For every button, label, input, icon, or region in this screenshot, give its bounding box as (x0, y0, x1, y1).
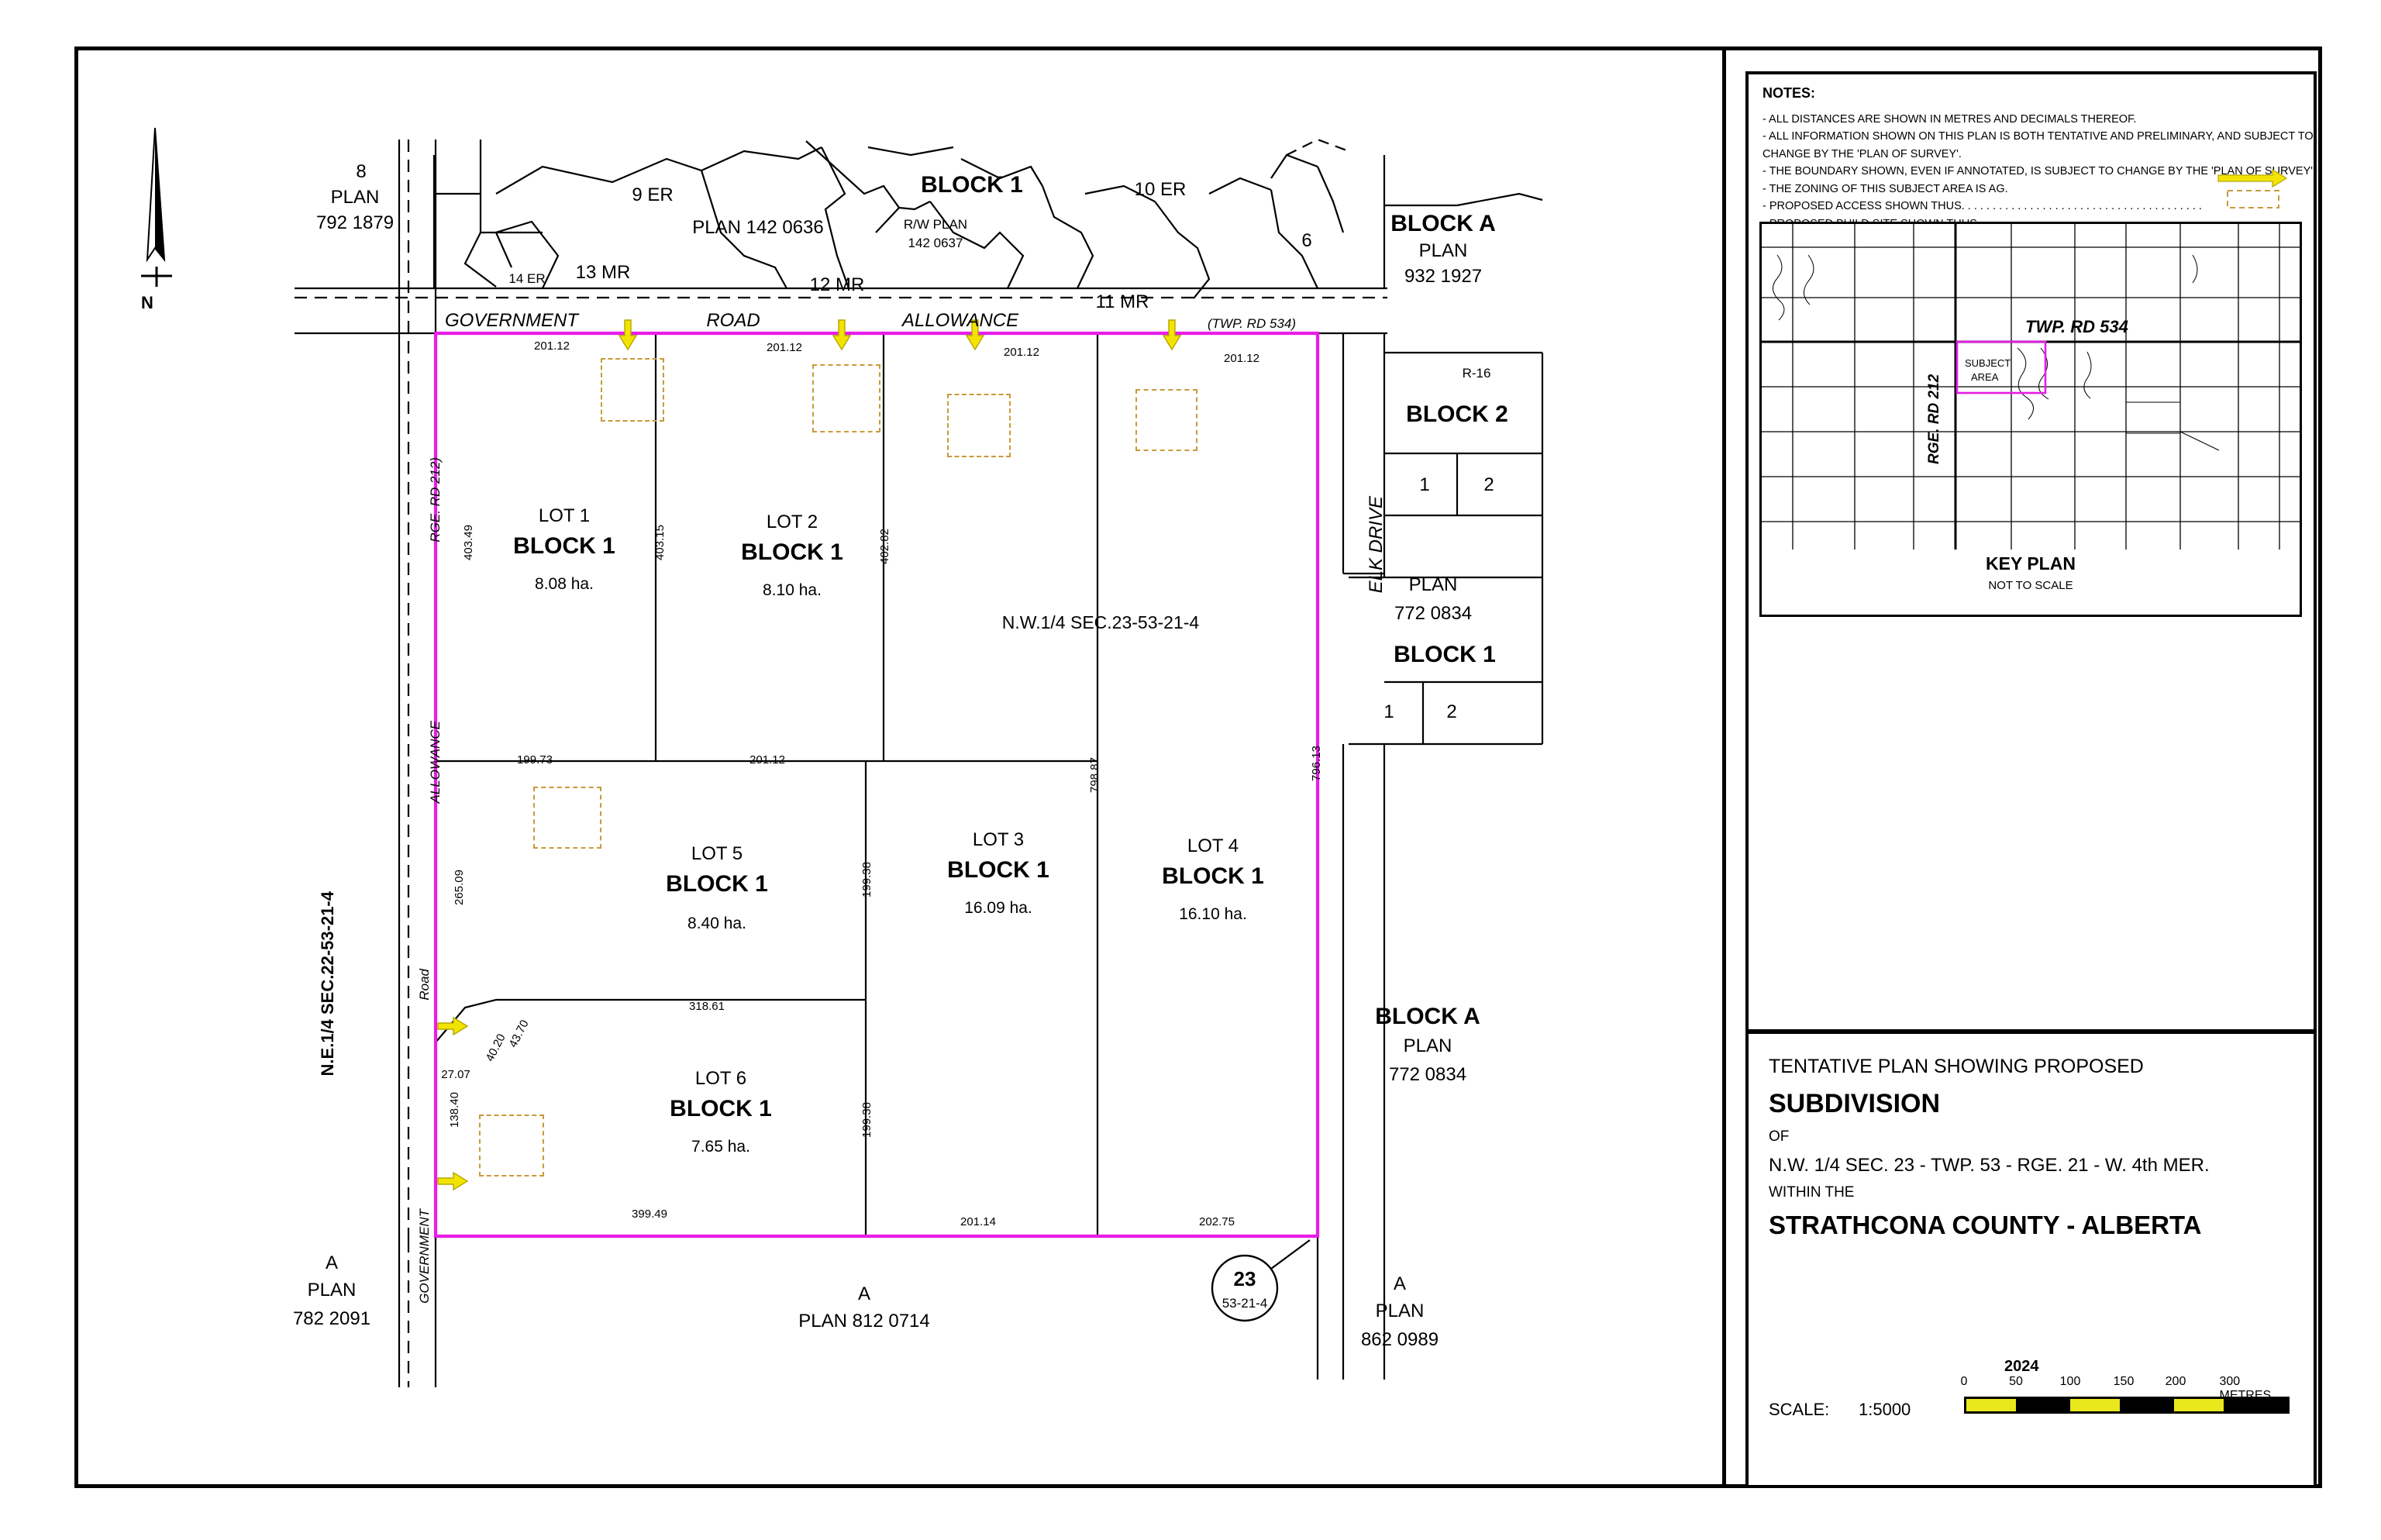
dimension: 399.49 (632, 1208, 667, 1221)
parcel-label: 2 (1483, 474, 1494, 495)
title-block (1745, 1031, 2317, 1488)
lot-area: 8.08 ha. (535, 575, 594, 593)
scale-tick: 200 (2165, 1375, 2186, 1388)
scale-tick: 50 (2009, 1375, 2023, 1388)
dimension: 318.61 (689, 1000, 725, 1013)
title-line-of: OF (1769, 1128, 1790, 1145)
dimension: 199.38 (860, 1102, 873, 1138)
parcel-label: 772 0834 (1394, 603, 1473, 624)
note-line-access: - PROPOSED ACCESS SHOWN THUS. . . . . . . . . . . . . . . . . . . . . . . . . . . . . . . . . . . . . . . (1762, 200, 2202, 213)
parcel-label: 1 (1419, 474, 1430, 495)
road-label-government: GOVERNMENT (444, 310, 579, 331)
note-line: - THE BOUNDARY SHOWN, EVEN IF ANNOTATED, IS SUBJECT TO CHANGE BY THE 'PLAN OF SURVEY'. (1762, 165, 2317, 178)
note-line: CHANGE BY THE 'PLAN OF SURVEY'. (1762, 147, 1962, 160)
dimension: 43.70 (506, 1018, 532, 1050)
lot-block: BLOCK 1 (666, 871, 768, 897)
dimension: 796.13 (1310, 746, 1323, 781)
dimension: 403.49 (462, 525, 475, 560)
scale-tick: 150 (2113, 1375, 2135, 1388)
parcel-label: 13 MR (575, 262, 631, 283)
vlabel-ne-quarter-sec22: N.E.1/4 SEC.22-53-21-4 (318, 891, 337, 1077)
parcel-label: 792 1879 (315, 212, 395, 233)
lot-block: BLOCK 1 (947, 857, 1049, 883)
build-site-lot4 (1135, 389, 1197, 451)
dimension: 265.09 (453, 870, 466, 905)
dimension: 403.15 (653, 525, 667, 560)
lot-block: BLOCK 1 (670, 1096, 772, 1121)
quarter-section-label: N.W.1/4 SEC.23-53-21-4 (1001, 612, 1200, 632)
parcel-label: A (325, 1252, 339, 1273)
key-plan (1759, 222, 2302, 617)
parcel-label: R-16 (1462, 366, 1491, 381)
title-line-within: WITHIN THE (1769, 1184, 1855, 1201)
vlabel-road: Road (417, 969, 432, 1001)
parcel-label: 11 MR (1095, 291, 1149, 312)
lot-name: LOT 6 (694, 1068, 747, 1089)
lot-name: LOT 2 (766, 512, 818, 532)
title-line-county: STRATHCONA COUNTY - ALBERTA (1769, 1211, 2202, 1239)
scale-value: 1:5000 (1859, 1400, 1911, 1419)
scale-tick: 300 METRES (2219, 1375, 2272, 1402)
key-plan-subtitle: NOT TO SCALE (1988, 579, 2073, 592)
section-marker-sub: 53-21-4 (1222, 1296, 1268, 1311)
parcel-label: PLAN 142 0636 (692, 217, 824, 238)
build-site-lot1 (601, 358, 664, 422)
parcel-label: PLAN (1375, 1301, 1425, 1321)
dimension: 27.07 (441, 1068, 470, 1081)
dimension: 201.12 (1004, 346, 1039, 359)
vlabel-allowance: ALLOWANCE (428, 721, 443, 804)
scale-label: SCALE: (1769, 1400, 1830, 1419)
key-plan-linework (1762, 224, 2302, 550)
note-line: - ALL DISTANCES ARE SHOWN IN METRES AND DECIMALS THEREOF. (1762, 113, 2137, 126)
parcel-label: 6 (1301, 230, 1312, 251)
parcel-label: PLAN (307, 1280, 357, 1301)
section-marker-number: 23 (1233, 1267, 1256, 1290)
build-site-lot6 (479, 1115, 544, 1177)
scale-tick: 100 (2059, 1375, 2081, 1388)
lot-name: LOT 1 (538, 505, 591, 526)
key-plan-label-twp-rd-534: TWP. RD 534 (2025, 317, 2128, 336)
parcel-label: 782 2091 (292, 1308, 371, 1329)
parcel-label: 12 MR (809, 274, 865, 295)
lot-area: 16.10 ha. (1179, 905, 1247, 923)
vlabel-rge-rd-212: RGE. RD 212) (428, 457, 443, 543)
dimension: 402.82 (878, 529, 891, 564)
dimension: 40.20 (483, 1032, 508, 1064)
lot-area: 7.65 ha. (691, 1138, 750, 1156)
parcel-label: PLAN (1403, 1035, 1452, 1056)
lot-area: 16.09 ha. (964, 899, 1032, 917)
dimension: 138.40 (448, 1092, 461, 1128)
dimension: 199.38 (860, 862, 873, 897)
lot-name: LOT 4 (1187, 835, 1239, 856)
parcel-label: 932 1927 (1404, 266, 1483, 287)
key-plan-label-subject: SUBJECT (1965, 357, 2011, 369)
parcel-label: 2 (1446, 701, 1457, 722)
build-site-lot2 (812, 364, 880, 432)
parcel-label-block1-right: BLOCK 1 (1394, 642, 1496, 667)
build-site-lot5 (533, 787, 601, 849)
dimension: 202.75 (1199, 1215, 1235, 1228)
vlabel-government: GOVERNMENT (417, 1209, 432, 1304)
dimension: 201.12 (749, 753, 785, 767)
key-plan-label-area: AREA (1971, 371, 1999, 383)
parcel-label: A (857, 1283, 871, 1304)
parcel-label: 14 ER (508, 271, 546, 286)
parcel-label-block-a-top: BLOCK A (1390, 211, 1496, 236)
parcel-label-block1-top: BLOCK 1 (921, 172, 1023, 198)
scale-tick: 0 (1960, 1375, 1968, 1388)
key-plan-title: KEY PLAN (1986, 553, 2076, 574)
plan-year: 2024 (2004, 1358, 2039, 1375)
parcel-label: 9 ER (632, 184, 674, 205)
parcel-label-block2: BLOCK 2 (1406, 401, 1508, 427)
dimension: 201.12 (534, 339, 570, 353)
lot-area: 8.10 ha. (763, 581, 822, 599)
parcel-label: PLAN 812 0714 (798, 1311, 930, 1332)
parcel-label: PLAN (330, 187, 380, 208)
parcel-label: 772 0834 (1388, 1064, 1467, 1085)
dimension: 201.12 (1224, 352, 1259, 365)
dimension: 201.12 (767, 341, 802, 354)
note-line: - THE ZONING OF THIS SUBJECT AREA IS AG. (1762, 182, 2008, 195)
parcel-label: R/W PLAN (903, 217, 968, 232)
parcel-label: 10 ER (1134, 179, 1187, 200)
parcel-label: 8 (356, 161, 367, 182)
dimension: 798.87 (1088, 757, 1101, 793)
dimension: 201.14 (960, 1215, 996, 1228)
parcel-label: PLAN (1408, 574, 1458, 595)
title-line-1: TENTATIVE PLAN SHOWING PROPOSED (1769, 1056, 2144, 1077)
title-line-subdivision: SUBDIVISION (1769, 1089, 1941, 1118)
vlabel-elk-drive: ELK DRIVE (1366, 496, 1387, 594)
parcel-label: 142 0637 (908, 236, 963, 250)
lot-block: BLOCK 1 (741, 539, 843, 565)
notes-heading: NOTES: (1762, 85, 1816, 101)
parcel-label: 1 (1383, 701, 1394, 722)
parcel-label: 862 0989 (1360, 1329, 1439, 1350)
parcel-label: A (1393, 1273, 1407, 1294)
lot-block: BLOCK 1 (1162, 863, 1264, 889)
note-line: - ALL INFORMATION SHOWN ON THIS PLAN IS BOTH TENTATIVE AND PRELIMINARY, AND SUBJECT TO (1762, 130, 2314, 143)
parcel-label: PLAN (1418, 240, 1468, 261)
road-label-allowance: ALLOWANCE (901, 310, 1019, 331)
road-label-twp-rd-534: (TWP. RD 534) (1208, 316, 1296, 331)
notes-panel (1745, 71, 2317, 1032)
lot-area: 8.40 ha. (687, 915, 746, 932)
parcel-label-block-a-right: BLOCK A (1375, 1004, 1480, 1029)
lot-name: LOT 3 (972, 829, 1025, 850)
north-label: N (141, 293, 153, 312)
key-plan-label-rge-rd-212: RGE. RD 212 (1926, 374, 1942, 464)
lot-name: LOT 5 (691, 843, 743, 864)
dimension: 199.73 (517, 753, 553, 767)
lot-block: BLOCK 1 (513, 533, 615, 559)
build-site-lot3 (947, 394, 1011, 457)
title-line-legal: N.W. 1/4 SEC. 23 - TWP. 53 - RGE. 21 - W. 4th MER. (1769, 1155, 2210, 1176)
road-label-road: ROAD (706, 310, 760, 331)
